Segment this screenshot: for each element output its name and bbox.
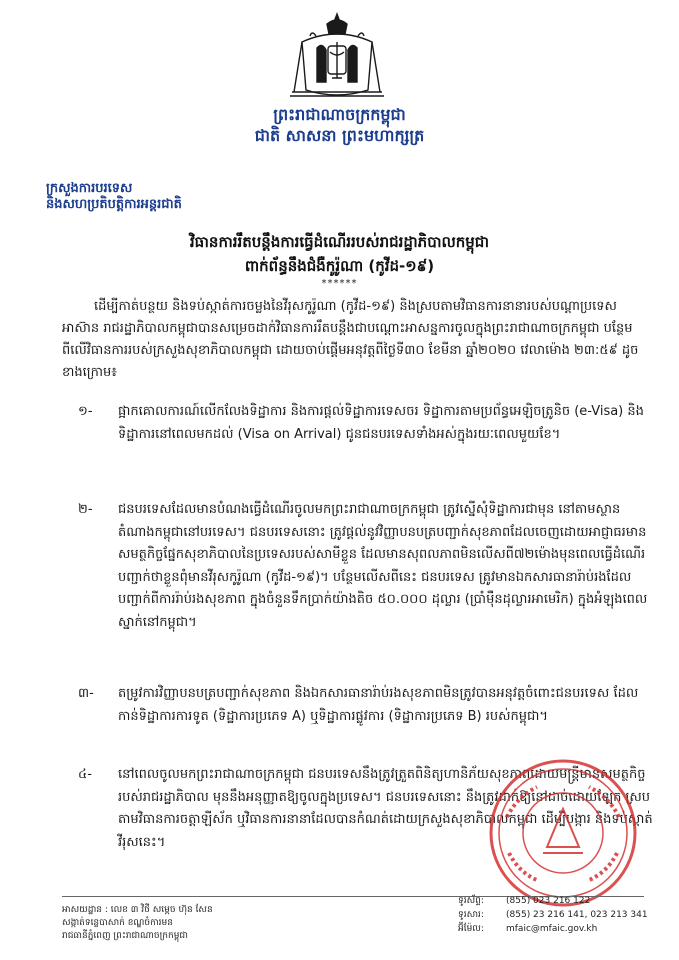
ministry-name-line2: និងសហប្រតិបត្តិការអន្តរជាតិ <box>46 197 182 212</box>
footer-address <box>62 904 213 943</box>
fax-label: ទូរសារ: <box>458 910 484 920</box>
ministry-name: ក្រសួងការបរទេស <box>46 181 133 196</box>
list-item-number: ១- <box>78 404 93 419</box>
title-separator: ****** <box>321 278 358 289</box>
list-item-text: តម្រូវការវិញ្ញាបនបត្របញ្ជាក់សុខភាព និងឯកសារធានារ៉ាប់រងសុខភាពមិនត្រូវបានអនុវត្តចំពោះជនបរទេស ដែលកាន់ទិដ្ឋាការការទូត (ទិដ្ឋាការប្រភេទ A) ឬទិដ្ឋាការផ្លូវការ (ទិដ្ឋាការប្រភេទ B) របស់កម្ពុជា។ <box>118 686 639 724</box>
address-line: សង្កាត់ទន្លេបាសាក់ ខណ្ឌចំការមន <box>62 918 173 928</box>
list-item <box>78 683 654 728</box>
email-address: mfaic@mfaic.gov.kh <box>506 924 598 934</box>
address-line: អាសយដ្ឋាន : លេខ ៣ វិថី សម្តេច ហ៊ុន សែន <box>62 905 213 915</box>
kingdom-title: ព្រះរាជាណាចក្រកម្ពុជា <box>273 105 406 124</box>
phone-label: ទូរស័ព្ទ: <box>458 896 484 906</box>
list-item <box>78 401 654 446</box>
official-seal-stamp <box>487 757 639 909</box>
email-label: អ៊ីម៉ែល: <box>458 924 484 934</box>
list-item <box>78 499 654 634</box>
document-title: វិធានការរឹតបន្តឹងការធ្វើដំណើររបស់រាជរដ្ឋាភិបាលកម្ពុជា <box>189 233 490 251</box>
list-item-text: នៅពេលចូលមកព្រះរាជាណាចក្រកម្ពុជា ជនបរទេសនឹងត្រូវត្រួតពិនិត្យហានិភ័យសុខភាពដោយមន្ត្រីមានសមត្ថកិច្ចរបស់រាជរដ្ឋាភិបាល មុននឹងអនុញ្ញាតឱ្យចូលក្នុងប្រទេស។ ជនបរទេសនោះ នឹងត្រូវដាក់ឱ្យនៅដាច់ដោយឡែក ស្របតាមវិធានការចត្តាឡីស័ក ឬវិធានការនានាដែលបានកំណត់ដោយក្រសួងសុខាភិបាលកម្ពុជា ដើម្បីបង្ការ និងទប់ស្កាត់វីរុសនេះ។ <box>118 767 653 850</box>
list-item-text: ផ្អាកគោលការណ៍លើកលែងទិដ្ឋាការ និងការផ្តល់ទិដ្ឋាការទេសចរ ទិដ្ឋាការតាមប្រព័ន្ធអេឡិចត្រូនិច (e-Visa) និងទិដ្ឋាការនៅពេលមកដល់ (Visa on Arrival) ជូនជនបរទេសទាំងអស់ក្នុងរយៈពេលមួយខែ។ <box>118 404 644 442</box>
list-item-number: ២- <box>78 502 93 517</box>
national-motto: ជាតិ សាសនា ព្រះមហាក្សត្រ <box>254 126 425 145</box>
address-line: រាជធានីភ្នំពេញ ព្រះរាជាណាចក្រកម្ពុជា <box>62 931 188 941</box>
document-subtitle: ពាក់ព័ន្ធនឹងជំងឺកូរ៉ូណា (កូវីដ-១៩) <box>244 257 435 275</box>
list-item-number: ៤- <box>78 767 92 782</box>
footer-contact <box>458 894 658 936</box>
intro-paragraph: ដើម្បីកាត់បន្ថយ និងទប់ស្កាត់ការចម្លងនៃវីរុសកូរ៉ូណា (កូវីដ-១៩) និងស្របតាមវិធានការនានារបស់បណ្តាប្រទេសអាស៊ាន រាជរដ្ឋាភិបាលកម្ពុជាបានសម្រេចដាក់វិធានការរឹតបន្តឹងជាបណ្តោះអាសន្នការចូលក្នុងព្រះរាជាណាចក្រកម្ពុជា បន្ថែមពីលើវិធានការរបស់ក្រសួងសុខាភិបាលកម្ពុជា ដោយចាប់ផ្តើមអនុវត្តពីថ្ងៃទី៣០ ខែមីនា ឆ្នាំ២០២០ វេលាម៉ោង ២៣:៥៩ ដូចខាងក្រោម៖ <box>62 299 639 380</box>
fax-row <box>458 908 658 922</box>
list-item-number: ៣- <box>78 686 94 701</box>
phone-row <box>458 894 658 908</box>
email-row <box>458 922 658 936</box>
phone-number: (855) 023 216 122 <box>506 896 591 906</box>
royal-coat-of-arms-emblem <box>282 12 392 100</box>
fax-number: (855) 23 216 141, 023 213 341 <box>506 910 648 920</box>
list-item-text: ជនបរទេសដែលមានបំណងធ្វើដំណើរចូលមកព្រះរាជាណាចក្រកម្ពុជា ត្រូវស្នើសុំទិដ្ឋាការជាមុន នៅតាមស្ថានតំណាងកម្ពុជានៅបរទេស។ ជនបរទេសនោះ ត្រូវផ្តល់នូវវិញ្ញាបនបត្របញ្ជាក់សុខភាពដែលចេញដោយអាជ្ញាធរមានសមត្ថកិច្ចផ្នែកសុខាភិបាលនៃប្រទេសរបស់សាមីខ្លួន ដែលមានសុពលភាពមិនលើសពី៧២ម៉ោងមុនពេលធ្វើដំណើរ បញ្ជាក់ថាខ្លួនពុំមានវីរុសកូរ៉ូណា (កូវីដ-១៩)។ បន្ថែមលើសពីនេះ ជនបរទេស ត្រូវមានឯកសារធានារ៉ាប់រងដែលបញ្ជាក់ពីការរ៉ាប់រងសុខភាព ក្នុងចំនួនទឹកប្រាក់យ៉ាងតិច ៥០.០០០ ដុល្លារ (ប្រាំម៉ឺនដុល្លារអាមេរិក) ក្នុងអំឡុងពេលស្នាក់នៅកម្ពុជា។ <box>118 502 648 630</box>
